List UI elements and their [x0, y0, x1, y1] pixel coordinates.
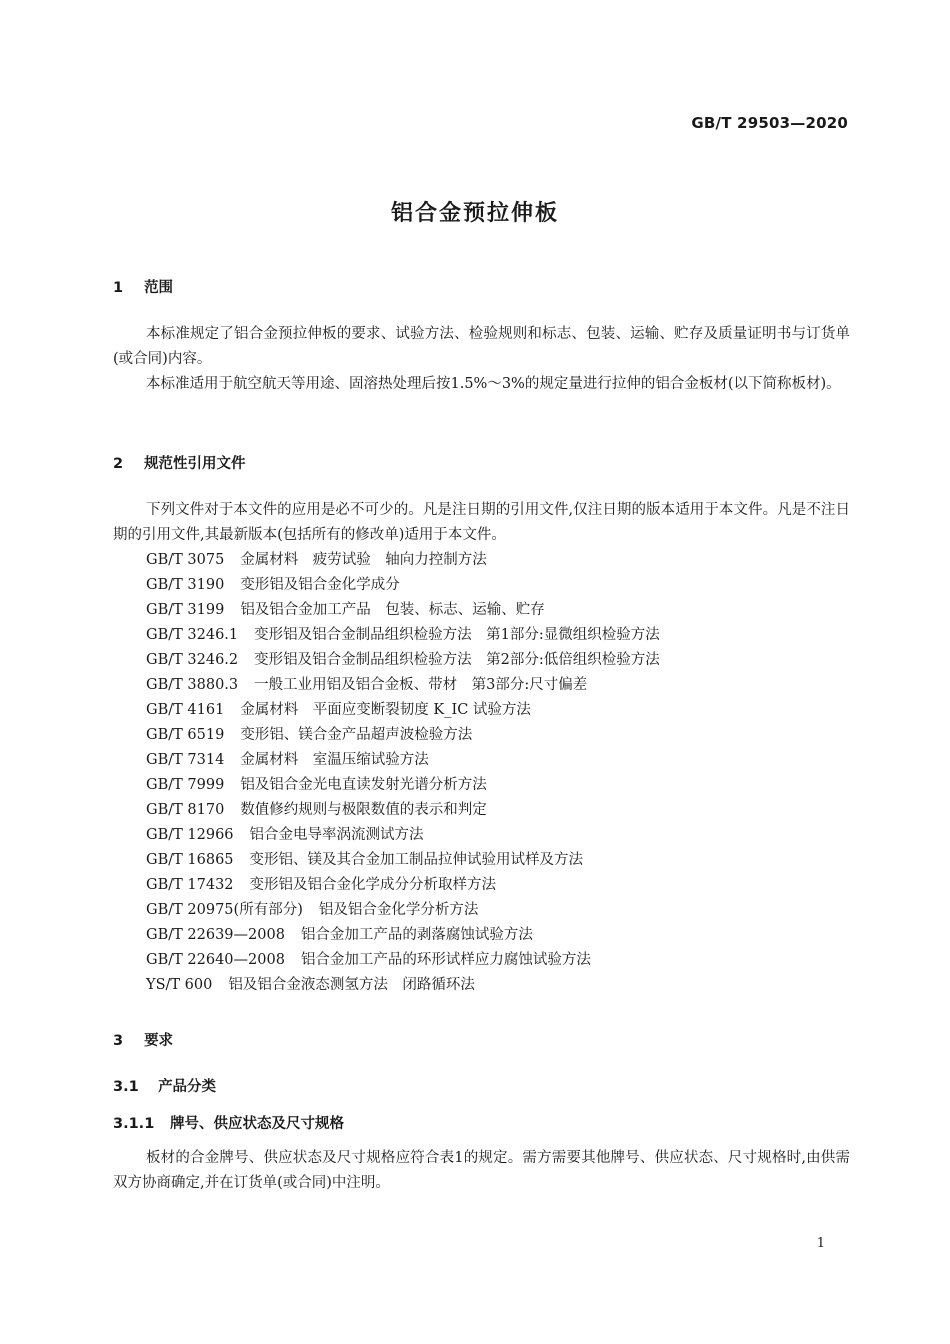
section-number: 3.1.1 — [113, 1116, 155, 1132]
section-title: 范围 — [144, 280, 174, 296]
reference-code: GB/T 12966 — [146, 827, 234, 843]
reference-item — [146, 748, 660, 773]
reference-code: GB/T 3190 — [146, 577, 225, 593]
references-intro: 下列文件对于本文件的应用是必不可少的。凡是注日期的引用文件,仅注日期的版本适用于本文件。凡是不注日期的引用文件,其最新版本(包括所有的修改单)适用于本文件。 — [113, 502, 850, 543]
reference-code: GB/T 4161 — [146, 702, 225, 718]
reference-title: 铝及铝合金光电直读发射光谱分析方法 — [240, 777, 487, 793]
section-number: 3.1 — [113, 1079, 139, 1095]
reference-title: 变形铝及铝合金化学成分分析取样方法 — [249, 877, 497, 893]
reference-item — [146, 698, 660, 723]
section-3-heading — [113, 1029, 173, 1050]
reference-code: GB/T 22640—2008 — [146, 952, 285, 968]
reference-code: GB/T 20975(所有部分) — [146, 902, 303, 918]
section-title: 牌号、供应状态及尺寸规格 — [170, 1116, 345, 1132]
reference-title: 变形铝、镁合金产品超声波检验方法 — [240, 727, 473, 743]
reference-title: 金属材料 疲劳试验 轴向力控制方法 — [240, 552, 487, 568]
reference-code: GB/T 22639—2008 — [146, 927, 285, 943]
reference-title: 数值修约规则与极限数值的表示和判定 — [240, 802, 487, 818]
section-3-1-1-heading — [113, 1112, 344, 1133]
section-2-heading — [113, 452, 246, 473]
reference-code: GB/T 8170 — [146, 802, 225, 818]
reference-title: 变形铝及铝合金制品组织检验方法 第2部分:低倍组织检验方法 — [254, 652, 660, 668]
reference-code: GB/T 7314 — [146, 752, 225, 768]
reference-code: GB/T 3199 — [146, 602, 225, 618]
reference-item — [146, 573, 660, 598]
reference-code: GB/T 16865 — [146, 852, 234, 868]
section-number: 3 — [113, 1033, 124, 1049]
reference-item — [146, 773, 660, 798]
reference-item — [146, 673, 660, 698]
reference-title: 变形铝及铝合金化学成分 — [240, 577, 400, 593]
reference-code: GB/T 3880.3 — [146, 677, 239, 693]
reference-item — [146, 648, 660, 673]
reference-code: GB/T 17432 — [146, 877, 234, 893]
reference-title: 一般工业用铝及铝合金板、带材 第3部分:尺寸偏差 — [254, 677, 588, 693]
reference-title: 金属材料 平面应变断裂韧度 K_IC 试验方法 — [240, 702, 531, 718]
classification-paragraph: 板材的合金牌号、供应状态及尺寸规格应符合表1的规定。需方需要其他牌号、供应状态、尺寸规格时,由供需双方协商确定,并在订货单(或合同)中注明。 — [113, 1150, 850, 1191]
reference-item — [146, 823, 660, 848]
reference-item — [146, 598, 660, 623]
reference-code: GB/T 3246.2 — [146, 652, 239, 668]
section-title: 要求 — [144, 1033, 174, 1049]
reference-item — [146, 723, 660, 748]
section-number: 1 — [113, 280, 124, 296]
reference-item — [146, 848, 660, 873]
reference-title: 铝合金加工产品的剥落腐蚀试验方法 — [300, 927, 533, 943]
reference-title: 铝及铝合金加工产品 包装、标志、运输、贮存 — [240, 602, 545, 618]
reference-title: 铝及铝合金液态测氢方法 闭路循环法 — [228, 977, 475, 993]
reference-code: GB/T 3246.1 — [146, 627, 239, 643]
section-number: 2 — [113, 456, 124, 472]
scope-paragraph-1: 本标准规定了铝合金预拉伸板的要求、试验方法、检验规则和标志、包装、运输、贮存及质量证明书与订货单(或合同)内容。 — [113, 326, 850, 367]
page-number: 1 — [816, 1236, 825, 1251]
reference-item — [146, 923, 660, 948]
reference-code: YS/T 600 — [146, 977, 213, 993]
document-title: 铝合金预拉伸板 — [390, 201, 559, 226]
standard-number: GB/T 29503—2020 — [691, 114, 848, 132]
reference-code: GB/T 3075 — [146, 552, 225, 568]
reference-title: 变形铝、镁及其合金加工制品拉伸试验用试样及方法 — [249, 852, 584, 868]
reference-item — [146, 548, 660, 573]
reference-item — [146, 623, 660, 648]
reference-code: GB/T 6519 — [146, 727, 225, 743]
section-1-heading — [113, 276, 173, 297]
reference-title: 金属材料 室温压缩试验方法 — [240, 752, 429, 768]
reference-title: 铝及铝合金化学分析方法 — [318, 902, 479, 918]
section-title: 产品分类 — [158, 1079, 217, 1095]
reference-item — [146, 973, 660, 998]
reference-item — [146, 898, 660, 923]
reference-item — [146, 798, 660, 823]
reference-item — [146, 873, 660, 898]
reference-title: 变形铝及铝合金制品组织检验方法 第1部分:显微组织检验方法 — [254, 627, 660, 643]
reference-code: GB/T 7999 — [146, 777, 225, 793]
reference-title: 铝合金加工产品的环形试样应力腐蚀试验方法 — [300, 952, 591, 968]
normative-references-list — [146, 548, 660, 998]
reference-title: 铝合金电导率涡流测试方法 — [249, 827, 424, 843]
section-title: 规范性引用文件 — [144, 456, 246, 472]
reference-item — [146, 948, 660, 973]
section-3-1-heading — [113, 1075, 216, 1096]
scope-paragraph-2: 本标准适用于航空航天等用途、固溶热处理后按1.5%～3%的规定量进行拉伸的铝合金板材(以下简称板材)。 — [146, 376, 841, 392]
